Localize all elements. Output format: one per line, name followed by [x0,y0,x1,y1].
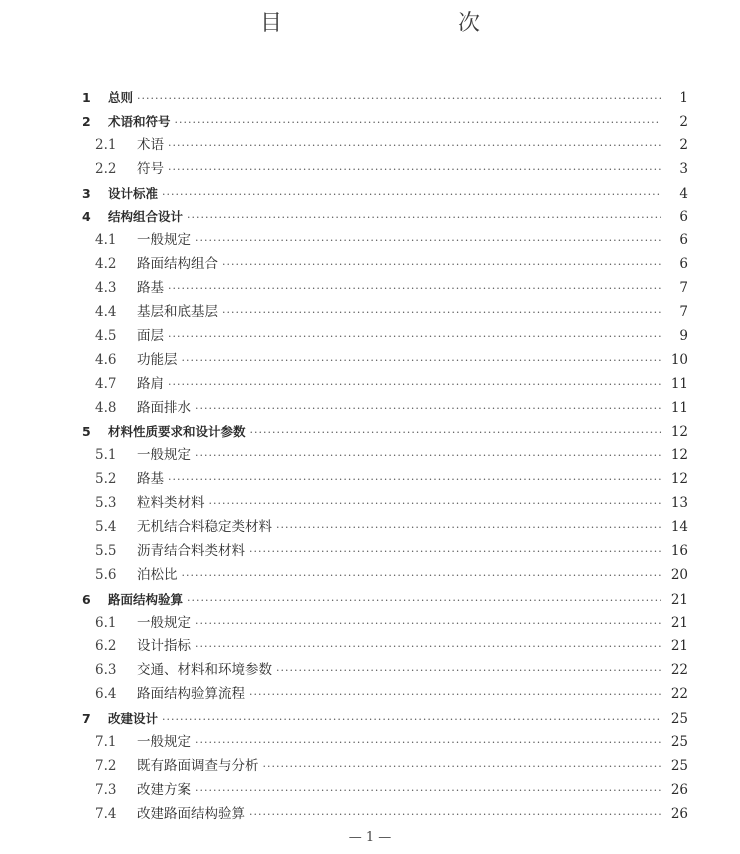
toc-leader-dots [168,373,661,397]
toc-entry-page-number: 11 [670,375,688,392]
toc-entry-page-number: 12 [670,471,688,488]
toc-entry-number: 6.1 [95,614,117,631]
toc-entry-page-number: 6 [679,209,688,226]
toc-chapter-entry[interactable] [78,86,688,110]
toc-leader-dots [209,492,662,516]
toc-entry-title: 路基 [137,280,164,297]
toc-leader-dots [249,683,661,707]
toc-entry-number: 4.2 [95,256,117,273]
toc-entry-number: 4.1 [95,232,117,249]
toc-entry-title: 既有路面调查与分析 [137,757,259,774]
toc-entry-number: 5.2 [95,471,117,488]
page-footer: — 1 — [348,830,392,845]
page-title: 目 次 [259,11,524,36]
toc-section-entry[interactable] [78,612,688,636]
toc-leader-dots [250,421,661,445]
toc-entry-page-number: 25 [670,711,688,728]
toc-entry-number: 6.2 [95,638,117,655]
toc-entry-number: 7.2 [95,757,117,774]
toc-entry-number: 4.4 [95,304,117,321]
toc-entry-title: 路面结构验算流程 [137,686,245,703]
toc-leader-dots [195,731,661,755]
toc-leader-dots [162,708,661,732]
toc-entry-number: 5.1 [95,447,117,464]
toc-entry-page-number: 21 [670,638,688,655]
toc-entry-number: 6.4 [95,686,117,703]
toc-entry-page-number: 9 [679,327,688,344]
toc-leader-dots [162,183,661,207]
toc-leader-dots [222,253,661,277]
toc-leader-dots [195,635,661,659]
toc-entry-page-number: 4 [679,185,688,202]
toc-chapter-entry[interactable] [78,205,688,229]
table-of-contents [78,86,688,827]
toc-entry-number: 5.4 [95,519,117,536]
toc-leader-dots [168,468,661,492]
toc-entry-title: 沥青结合料类材料 [137,542,245,559]
toc-entry-number: 2.1 [95,136,117,153]
toc-entry-page-number: 20 [670,566,688,583]
toc-leader-dots [168,325,661,349]
toc-entry-number: 5 [82,424,91,440]
toc-entry-page-number: 21 [670,614,688,631]
toc-entry-number: 4.3 [95,280,117,297]
toc-entry-number: 2 [82,113,91,129]
toc-entry-number: 4.5 [95,327,117,344]
toc-entry-number: 3 [82,185,91,201]
toc-section-entry[interactable] [78,540,688,564]
toc-entry-number: 2.2 [95,160,117,177]
toc-section-entry[interactable] [78,516,688,540]
toc-entry-page-number: 26 [670,805,688,822]
toc-entry-title: 符号 [137,160,164,177]
toc-leader-dots [187,589,661,613]
toc-entry-title: 设计指标 [137,638,191,655]
toc-entry-title: 路面结构验算 [108,591,184,607]
toc-leader-dots [168,277,661,301]
toc-entry-page-number: 7 [679,304,688,321]
toc-entry-number: 4.8 [95,399,117,416]
toc-section-entry[interactable] [78,229,688,253]
toc-entry-page-number: 13 [670,495,688,512]
toc-entry-page-number: 21 [670,591,688,608]
toc-section-entry[interactable] [78,492,688,516]
toc-entry-page-number: 11 [670,399,688,416]
toc-section-entry[interactable] [78,158,688,182]
toc-entry-title: 术语和符号 [108,113,171,129]
toc-entry-number: 7.1 [95,734,117,751]
toc-entry-title: 面层 [137,327,164,344]
toc-section-entry[interactable] [78,635,688,659]
toc-entry-title: 术语 [137,136,164,153]
toc-entry-title: 交通、材料和环境参数 [137,662,272,679]
toc-entry-number: 7.4 [95,805,117,822]
toc-entry-page-number: 16 [670,542,688,559]
toc-section-entry[interactable] [78,468,688,492]
toc-entry-title: 总则 [108,90,134,105]
toc-entry-title: 功能层 [137,351,178,368]
toc-leader-dots [195,779,661,803]
toc-section-entry[interactable] [78,277,688,301]
toc-chapter-entry[interactable] [78,707,688,731]
toc-entry-number: 5.3 [95,495,117,512]
toc-entry-title: 路肩 [137,375,164,392]
toc-entry-title: 基层和底基层 [137,304,218,321]
toc-entry-title: 路面结构组合 [137,256,218,273]
toc-entry-title: 一般规定 [137,614,191,631]
toc-section-entry[interactable] [78,349,688,373]
toc-section-entry[interactable] [78,803,688,827]
toc-entry-page-number: 6 [679,232,688,249]
toc-leader-dots [249,803,661,827]
toc-section-entry[interactable] [78,683,688,707]
toc-leader-dots [222,301,661,325]
toc-chapter-entry[interactable] [78,110,688,134]
toc-entry-page-number: 22 [670,662,688,679]
toc-leader-dots [263,755,662,779]
toc-entry-number: 4 [82,209,91,225]
toc-entry-number: 5.6 [95,566,117,583]
toc-leader-dots [175,111,661,135]
toc-entry-page-number: 6 [679,256,688,273]
toc-leader-dots [195,397,661,421]
toc-entry-page-number: 2 [679,136,688,153]
toc-leader-dots [195,612,661,636]
toc-entry-page-number: 25 [670,757,688,774]
toc-leader-dots [195,444,661,468]
toc-entry-title: 改建设计 [108,711,159,727]
toc-entry-page-number: 25 [670,734,688,751]
toc-entry-title: 改建方案 [137,781,191,798]
toc-entry-number: 4.7 [95,375,117,392]
toc-entry-page-number: 2 [679,113,688,130]
toc-entry-page-number: 3 [679,160,688,177]
toc-entry-title: 材料性质要求和设计参数 [108,424,246,440]
toc-leader-dots [276,516,661,540]
toc-chapter-entry[interactable] [78,182,688,206]
toc-section-entry[interactable] [78,564,688,588]
toc-entry-number: 4.6 [95,351,117,368]
toc-section-entry[interactable] [78,325,688,349]
toc-entry-title: 路基 [137,471,164,488]
toc-leader-dots [168,158,661,182]
toc-section-entry[interactable] [78,397,688,421]
toc-entry-title: 改建路面结构验算 [137,805,245,822]
toc-section-entry[interactable] [78,444,688,468]
toc-section-entry[interactable] [78,659,688,683]
toc-leader-dots [168,134,661,158]
toc-leader-dots [137,87,661,111]
toc-entry-page-number: 7 [679,280,688,297]
toc-leader-dots [249,540,661,564]
toc-entry-number: 6 [82,591,91,607]
toc-chapter-entry[interactable] [78,420,688,444]
toc-leader-dots [195,229,661,253]
toc-entry-page-number: 22 [670,686,688,703]
toc-entry-number: 7 [82,711,91,727]
toc-entry-title: 路面排水 [137,399,191,416]
toc-entry-title: 一般规定 [137,734,191,751]
toc-leader-dots [187,206,661,230]
toc-leader-dots [182,349,662,373]
toc-entry-title: 一般规定 [137,232,191,249]
toc-entry-number: 6.3 [95,662,117,679]
toc-entry-number: 7.3 [95,781,117,798]
toc-section-entry[interactable] [78,253,688,277]
toc-leader-dots [182,564,662,588]
toc-chapter-entry[interactable] [78,588,688,612]
toc-entry-title: 无机结合料稳定类材料 [137,519,272,536]
toc-entry-page-number: 14 [670,519,688,536]
toc-section-entry[interactable] [78,301,688,325]
toc-section-entry[interactable] [78,134,688,158]
toc-entry-page-number: 10 [670,351,688,368]
toc-entry-number: 5.5 [95,542,117,559]
toc-entry-number: 1 [82,90,91,105]
toc-section-entry[interactable] [78,373,688,397]
toc-entry-page-number: 12 [670,447,688,464]
toc-entry-page-number: 1 [679,90,688,106]
toc-entry-page-number: 26 [670,781,688,798]
toc-entry-page-number: 12 [670,424,688,441]
toc-section-entry[interactable] [78,731,688,755]
toc-entry-title: 一般规定 [137,447,191,464]
toc-section-entry[interactable] [78,779,688,803]
toc-entry-title: 粒料类材料 [137,495,205,512]
toc-entry-title: 泊松比 [137,566,178,583]
toc-entry-title: 设计标准 [108,185,159,201]
toc-entry-title: 结构组合设计 [108,209,184,225]
toc-leader-dots [276,659,661,683]
toc-section-entry[interactable] [78,755,688,779]
